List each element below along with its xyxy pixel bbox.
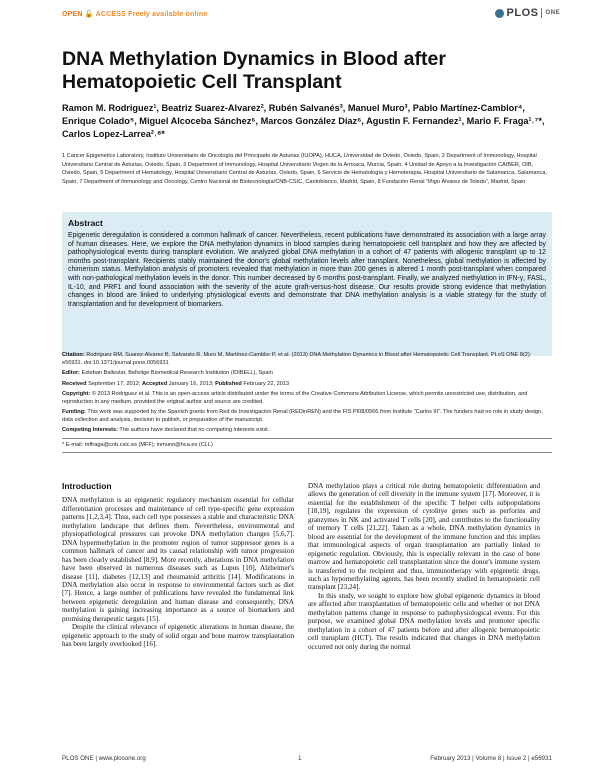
divider: [62, 438, 552, 439]
footer-journal: PLOS ONE | www.plosone.org: [62, 755, 146, 762]
funding-row: Funding: This work was supported by the Spanish grants from Red de Investigación Renal (REDinREN) and the FIS PI08/0566 from Institute “Carlos III”. The funders had no role in study design, data collection and analysis, decision to publish, or preparation of the manuscript.: [62, 409, 543, 423]
citation-row: Citation: Rodriguez RM, Suarez-Alvarez B, Salvanés R, Muro M, Martínez-Camblor P, et al. (2013) DNA Methylation Dynamics in Blood after Hematopoietic Cell Transplant. PLoS ONE 8(2): e56931. doi:10.1371/journal.pone.0056931: [62, 352, 532, 366]
dates-row: Received September 17, 2012; Accepted January 16, 2013; Published February 22, 2013: [62, 380, 290, 387]
article-metadata: [62, 352, 552, 456]
body-paragraph: In this study, we sought to explore how global epigenetic dynamics in blood are affected after transplantation of hematopoietic cells and whether or not DNA methylation patterns change in response to pathophysiological events. For this purpose, we examined global DNA methylation levels and promoter specific methylation in a cohort of 47 patients before and after allogenic hematopoietic cell transplant (HCT). The results indicated that changes in DNA methylation occurred not only during the normal: [308, 591, 540, 651]
plos-wordmark: PLOS: [506, 7, 539, 19]
divider: [62, 452, 552, 453]
open-access-label: [62, 10, 207, 18]
body-paragraph: Despite the clinical relevance of epigenetic alterations in human disease, the epigenetic approach to the study of solid organ and bone marrow transplantation has been largely overlooked [16].: [62, 623, 294, 649]
author-list: Ramon M. Rodriguez¹, Beatriz Suarez-Alvarez², Rubén Salvanés³, Manuel Muro³, Pablo Martínez-Camblor⁴, Enrique Colado⁵, Miguel Alcoceba Sánchez⁶, Marcos González Díaz⁶, Agustin F. Fernandez¹, Mario F. Fraga¹˒⁷*, Carlos Lopez-Larrea²˒⁸*: [62, 103, 545, 139]
abstract-heading: Abstract: [68, 218, 103, 228]
plos-logo-icon: [495, 9, 504, 18]
freely-available-label: Freely available online: [128, 11, 208, 18]
journal-header: [62, 7, 560, 23]
article-title: DNA Methylation Dynamics in Blood after Hematopoietic Cell Transplant: [62, 48, 446, 93]
editor-row: Editor: Esteban Ballestar, Bellvitge Biomedical Research Institution (IDIBELL), Spain: [62, 370, 273, 376]
competing-interests-row: Competing Interests: The authors have declared that no competing interests exist.: [62, 427, 270, 433]
affiliations: 1 Cancer Epigenetics Laboratory, Instituto Universitario de Oncología del Principado de Asturias (IUOPA), HUCA, Universidad de Oviedo, Oviedo, Spain, 2 Department of Immunology, Hospital Universitario Central de Asturias, Oviedo, Spain, 3 Department of Immunology, Hospital Universitario Virgen de la Arrixaca, Murcia, Spain, 4 Unidad de Apoyo a la Investigación CAIBER, OIB, Oviedo, Spain, 5 Department of Hematology, Hospital Universitario Central de Asturias, Oviedo, Spain, 6 Servicio de Hematología y Hemoterapia, Hospital Universitario de Salamanca, Salamanca, Spain, 7 Department of Immunology and Oncology, Centro Nacional de Biotecnología/CNB-CSIC, Cantoblanco, Madrid, Spain, 8 Fundación Renal “Iñigo Álvarez de Toledo”, Madrid, Spain: [62, 153, 547, 185]
footer-issue: February 2013 | Volume 8 | Issue 2 | e56931: [430, 755, 552, 762]
left-column: [62, 482, 294, 649]
introduction-heading: Introduction: [62, 481, 112, 491]
email-row: * E-mail: mffraga@cnb.csic.es (MFF); inmuno@hca.es (CLL): [62, 441, 213, 448]
lock-icon: 🔓: [84, 11, 94, 18]
abstract-box: [62, 212, 552, 356]
one-wordmark: ONE: [545, 10, 560, 16]
plos-one-logo: [495, 7, 560, 19]
open-label: OPEN: [62, 11, 83, 18]
page-number: 1: [298, 755, 302, 762]
access-label: ACCESS: [95, 11, 126, 18]
copyright-row: Copyright: © 2013 Rodriguez et al. This is an open-access article distributed under the terms of the Creative Commons Attribution License, which permits unrestricted use, distribution, and reproduction in any medium, provided the original author and source are credited.: [62, 391, 528, 405]
right-column: [308, 482, 540, 651]
abstract-text: Epigenetic deregulation is considered a common hallmark of cancer. Nevertheless, recent publications have demonstrated its association with a large array of human diseases. Here, we explore the DNA methylation dynamics in blood samples during hematopoietic cell transplant and how they are affected by pathophysiological events during transplant evolution. We analyzed global DNA methylation in a cohort of 47 patients with allogenic transplant up to 12 months post-transplant. Recipients stably maintained the donor's global methylation levels after transplant. Nonetheless, global methylation is affected by chimerism status. Methylation analysis of promoters revealed that methylation in more than 200 genes is altered 1 month post-transplant when compared with non-pathological methylation levels in the donor. This number decreased by 6 months post-transplant. Finally, we analyzed methylation in IFN-γ, FASL, IL-10, and PRF1 and found association with the severity of the acute graft-versus-host disease. Our results provide strong evidence that methylation changes in blood are linked to underlying physiological events and demonstrate that DNA methylation analysis is a viable strategy for the study of transplantation and for development of biomarkers.: [68, 232, 546, 308]
logo-divider: [541, 8, 542, 18]
body-paragraph: DNA methylation plays a critical role during hematopoietic differentiation and allows the generation of cell diversity in the immune system [17]. Moreover, it is essential for the establishment of the specific T helper cells subpopulations [18,19], regulates the expression of cytolitye genes such as perforins and granzymes in NK and activated T cells [20], and contributes to the functionality of memory T cells [21,22]. Taken as a whole, DNA methylation dynamics in blood are essential for the development of the immune function and this implies that immunological aspects of organ transplantation are partially linked to epigenetic regulation. Obviously, this is especially relevant in the case of bone marrow and hematopoietic cell transplantation since the donor's immune system is transferred to the recipient and thus, immunotherapy with epigenetic drugs, such as hypomethylating agents, has been recently studied in hematopoietic cell transplant [23,24].: [308, 482, 540, 592]
body-paragraph: DNA methylation is an epigenetic regulatory mechanism essential for cellular differentiation processes and maintenance of cell type-specific gene expression patterns [1,2,3,4]. Thus, each cell type possesses a stable and characteristic DNA methylation landscape that defines them. Nevertheless, environmental and physiopathological pressures can provoke DNA methylation changes [5,6,7]. DNA hypermethylation in the promoter region of tumor suppressor genes is a common hallmark of cancer and its causal relationship with tumor progression has been clearly established [8,9]. More recently, alterations in DNA methylation have been observed in numerous diseases such as Lupus [10], Alzheimer's disease [11], diabetes [12,13] and rheumatoid arthritis [14]. Modifications in DNA methylation also occur in response to environmental factors such as diet [7]. Hence, a large number of publications have revealed the fundamental link between epigenetic deregulation and human disease and consequently, DNA methylation is gaining increasing importance as a source of biomarkers and promising therapeutic targets [15].: [62, 496, 294, 623]
